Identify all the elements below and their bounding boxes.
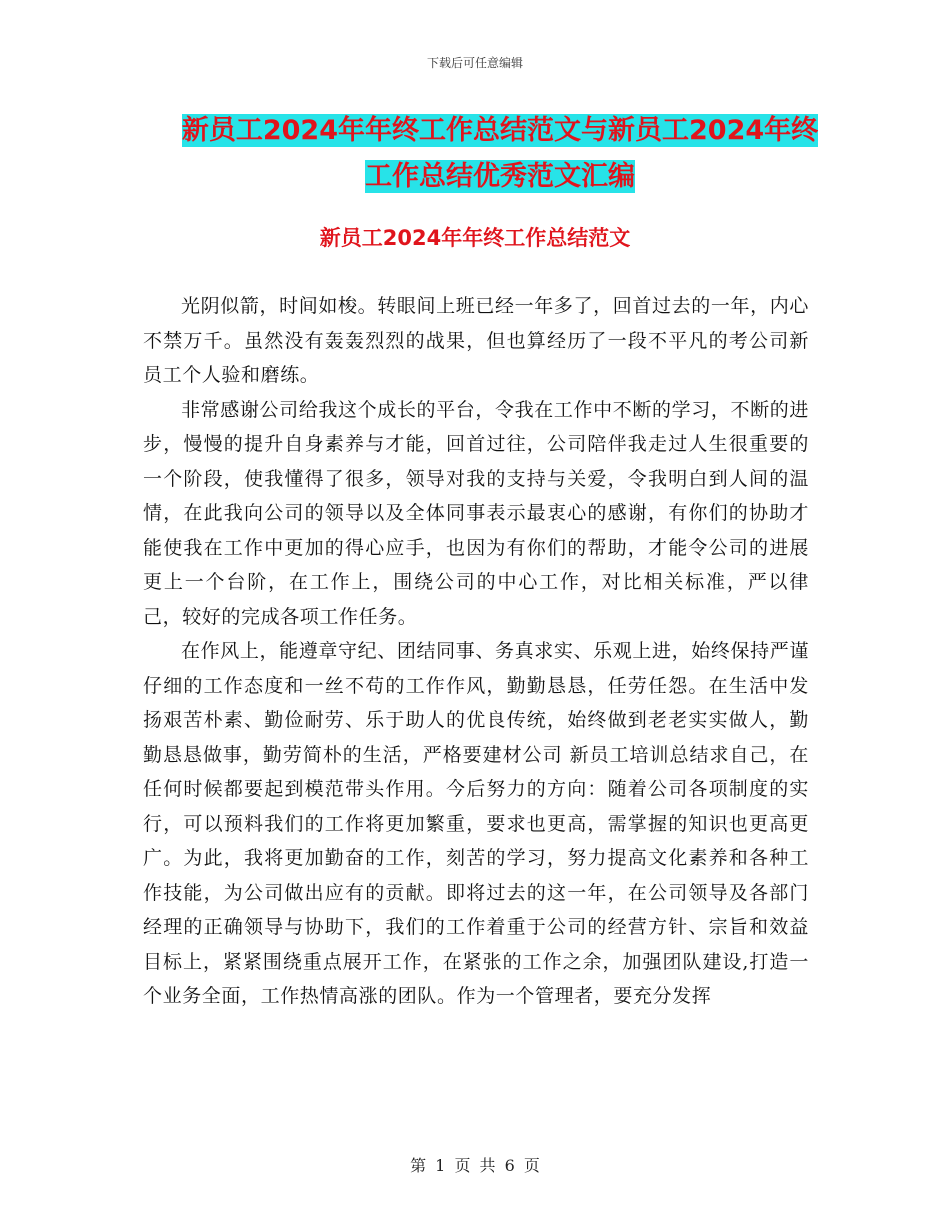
page-header-note: 下载后可任意编辑 [426,56,523,70]
page-number-footer: 第 1 页 共 6 页 [410,1156,540,1175]
document-title [140,108,860,200]
section-title: 新员工2024年年终工作总结范文 [319,226,631,250]
document-title-line-1: 新员工2024年年终工作总结范文与新员工2024年终 [181,115,819,146]
document-body [143,289,809,1014]
document-title-line-2: 工作总结优秀范文汇编 [365,161,635,192]
paragraph-3: 在作风上，能遵章守纪、团结同事、务真求实、乐观上进，始终保持严谨仔细的工作态度和一丝不苟的工作作风，勤勤恳恳，任劳任怨。在生活中发扬艰苦朴素、勤俭耐劳、乐于助人的优良传统，始终做到老老实实做人，勤勤恳恳做事，勤劳简朴的生活，严格要建材公司 新员工培训总结求自己，在任何时候都要起到模范带头作用。今后努力的方向：随着公司各项制度的实行，可以预料我们的工作将更加繁重，要求也更高，需掌握的知识也更高更广。为此，我将更加勤奋的工作，刻苦的学习，努力提高文化素养和各种工作技能，为公司做出应有的贡献。即将过去的这一年，在公司领导及各部门经理的正确领导与协助下，我们的工作着重于公司的经营方针、宗旨和效益目标上，紧紧围绕重点展开工作，在紧张的工作之余，加强团队建设,打造一个业务全面，工作热情高涨的团队。作为一个管理者，要充分发挥 [143,640,809,1007]
paragraph-2: 非常感谢公司给我这个成长的平台，令我在工作中不断的学习，不断的进步，慢慢的提升自身素养与才能，回首过往，公司陪伴我走过人生很重要的一个阶段，使我懂得了很多，领导对我的支持与关爱，令我明白到人间的温情，在此我向公司的领导以及全体同事表示最衷心的感谢，有你们的协助才能使我在工作中更加的得心应手，也因为有你们的帮助，才能令公司的进展更上一个台阶，在工作上，围绕公司的中心工作，对比相关标准，严以律己，较好的完成各项工作任务。 [143,398,809,628]
paragraph-1: 光阴似箭，时间如梭。转眼间上班已经一年多了，回首过去的一年，内心不禁万千。虽然没有轰轰烈烈的战果，但也算经历了一段不平凡的考公司新员工个人验和磨练。 [143,295,809,386]
